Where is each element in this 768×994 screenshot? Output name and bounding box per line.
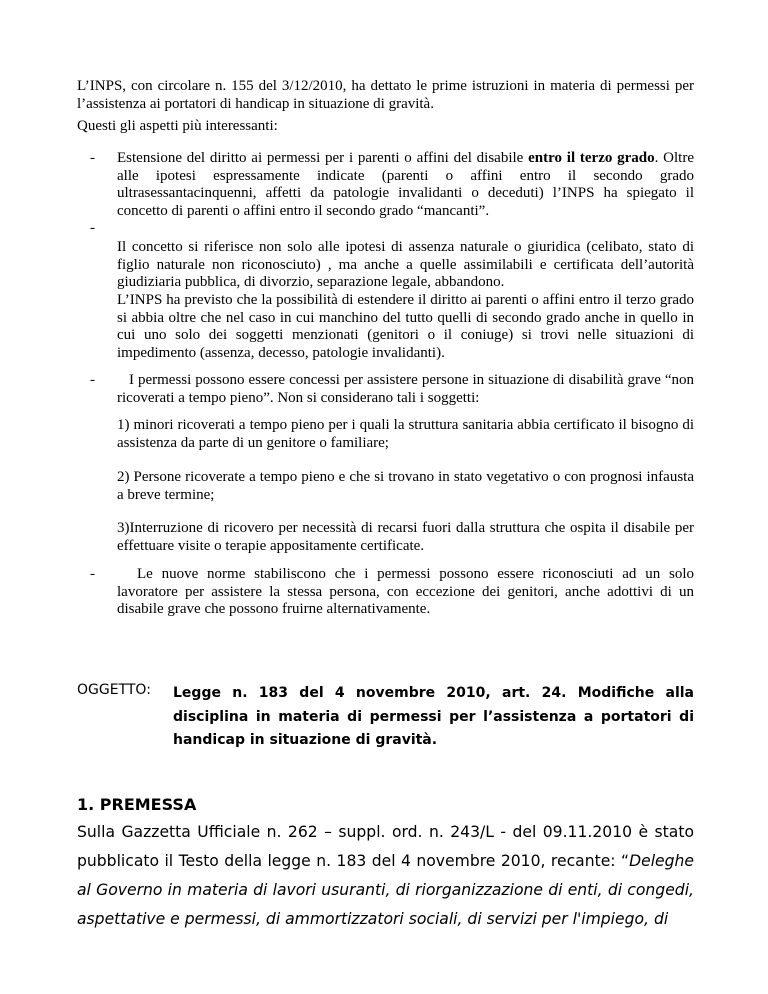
- list-item-missing-relatives: Il concetto si riferisce non solo alle ipotesi di assenza naturale o giuridica (celibato, stato di figlio naturale non riconosciuto) , ma anche a quelle assimilabili e certificata dell’autorità giudiziaria pubblica, di divorzio, separazione legale, abbandono.: [117, 239, 694, 291]
- oggetto-text: Legge n. 183 del 4 novembre 2010, art. 24. Modifiche alla disciplina in materia di permessi per l’assistenza a portatori di handicap in situazione di gravità.: [173, 685, 694, 748]
- aspects-heading: Questi gli aspetti più interessanti:: [77, 118, 278, 134]
- bullet-marker: -: [90, 372, 95, 388]
- bullet-marker: -: [90, 150, 95, 166]
- sublist-item-2: 2) Persone ricoverate a tempo pieno e che si trovano in stato vegetativo o con prognosi infausta a breve termine;: [117, 469, 694, 503]
- bullet-marker: -: [90, 220, 95, 236]
- item-a-text: Estensione del diritto ai permessi per i parenti o affini del disabile: [117, 150, 529, 166]
- oggetto-label: OGGETTO:: [77, 682, 151, 698]
- section-body-italic: Deleghe al Governo in materia di lavori usuranti, di riorganizzazione di enti, di congedi, aspettative e permessi, di ammortizzatori sociali, di servizi per l'impiego, di: [77, 852, 694, 928]
- bullet-marker: -: [90, 566, 95, 582]
- item-a-bold: entro il terzo grado: [528, 150, 655, 166]
- list-item-extension: L’INPS ha previsto che la possibilità di estendere il diritto ai parenti o affini entro il terzo grado si abbia oltre che nel caso in cui manchino del tutto quelli di secondo grado anche in quello in cui uno solo dei soggetti menzionati (genitori o il coniuge) si trovi nelle situazioni di impedimento (assenza, decesso, patologie invalidanti).: [117, 292, 694, 361]
- list-item-third-degree: [117, 150, 694, 220]
- section-title: 1. PREMESSA: [77, 795, 197, 814]
- section-body: [77, 818, 694, 934]
- list-item-single-worker: Le nuove norme stabiliscono che i permessi possono essere riconosciuti ad un solo lavoratore per assistere la stessa persona, con eccezione dei genitori, anche adottivi di un disabile grave che possono fruirne alternativamente.: [117, 566, 694, 618]
- section-body-text: Sulla Gazzetta Ufficiale n. 262 – suppl. ord. n. 243/L - del 09.11.2010 è stato pubblicato il Testo della legge n. 183 del 4 novembre 2010, recante: “: [77, 823, 694, 870]
- item-a-text-cont: . Oltre alle ipotesi espressamente indicate (parenti o affini entro il secondo grado ultrasessantacinquenni, affetti da patologie invalidanti o deceduti) l’INPS ha spiegato il concetto di parenti o affini entro il secondo grado “mancanti”.: [117, 150, 695, 219]
- list-item-not-hospitalized: I permessi possono essere concessi per assistere persone in situazione di disabilità grave “non ricoverati a tempo pieno”. Non si considerano tali i soggetti:: [117, 372, 694, 406]
- intro-paragraph: L’INPS, con circolare n. 155 del 3/12/2010, ha dettato le prime istruzioni in materia di permessi per l’assistenza ai portatori di handicap in situazione di gravità.: [77, 78, 694, 112]
- sublist-item-1: 1) minori ricoverati a tempo pieno per i quali la struttura sanitaria abbia certificato il bisogno di assistenza da parte di un genitore o familiare;: [117, 417, 694, 451]
- sublist-item-3: 3)Interruzione di ricovero per necessità di recarsi fuori dalla struttura che ospita il disabile per effettuare visite o terapie appositamente certificate.: [117, 520, 694, 554]
